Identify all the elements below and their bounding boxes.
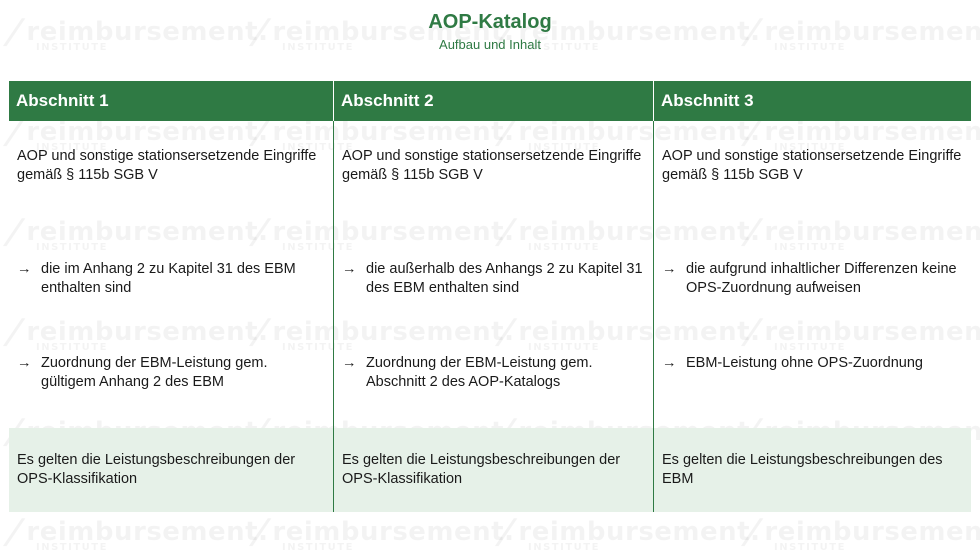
arrow-right-icon: → <box>17 261 32 277</box>
header-abschnitt-1: Abschnitt 1 <box>9 81 333 121</box>
watermark-logo <box>254 512 514 552</box>
header-abschnitt-2: Abschnitt 2 <box>333 81 653 121</box>
assignment-cell <box>9 334 333 428</box>
assignment-row <box>9 334 971 428</box>
arrow-right-icon: → <box>342 355 357 371</box>
criterion-row <box>9 240 971 334</box>
description-cell: Es gelten die Leistungsbeschreibungen der OPS-Klassifikation <box>9 428 333 512</box>
watermark-logo <box>500 512 760 552</box>
assignment-text: EBM-Leistung ohne OPS-Zuordnung <box>686 355 923 371</box>
header-abschnitt-3: Abschnitt 3 <box>653 81 971 121</box>
scope-cell: AOP und sonstige stationsersetzende Eingriffe gemäß § 115b SGB V <box>653 121 971 240</box>
criterion-text: die außerhalb des Anhangs 2 zu Kapitel 31 des EBM enthalten sind <box>366 261 643 296</box>
description-cell: Es gelten die Leistungsbeschreibungen des EBM <box>653 428 971 512</box>
page-title: AOP-Katalog <box>428 11 552 33</box>
assignment-cell <box>333 334 653 428</box>
page-subtitle: Aufbau und Inhalt <box>439 37 541 52</box>
table-header-row <box>9 81 971 121</box>
catalog-table <box>9 81 971 512</box>
arrow-right-icon: → <box>662 261 677 277</box>
arrow-right-icon: → <box>17 355 32 371</box>
criterion-text: die aufgrund inhaltlicher Differenzen keine OPS-Zuordnung aufweisen <box>686 261 957 296</box>
assignment-text: Zuordnung der EBM-Leistung gem. gültigem Anhang 2 des EBM <box>41 355 268 390</box>
watermark-logo <box>8 512 268 552</box>
scope-cell: AOP und sonstige stationsersetzende Eingriffe gemäß § 115b SGB V <box>333 121 653 240</box>
scope-row <box>9 121 971 240</box>
criterion-cell <box>9 240 333 334</box>
criterion-text: die im Anhang 2 zu Kapitel 31 des EBM enthalten sind <box>41 261 296 296</box>
description-cell: Es gelten die Leistungsbeschreibungen der OPS-Klassifikation <box>333 428 653 512</box>
assignment-cell <box>653 334 971 428</box>
watermark-logo <box>746 512 980 552</box>
arrow-right-icon: → <box>342 261 357 277</box>
assignment-text: Zuordnung der EBM-Leistung gem. Abschnitt 2 des AOP-Katalogs <box>366 355 593 390</box>
criterion-cell <box>333 240 653 334</box>
criterion-cell <box>653 240 971 334</box>
description-row <box>9 428 971 512</box>
arrow-right-icon: → <box>662 355 677 371</box>
scope-cell: AOP und sonstige stationsersetzende Eingriffe gemäß § 115b SGB V <box>17 148 317 183</box>
